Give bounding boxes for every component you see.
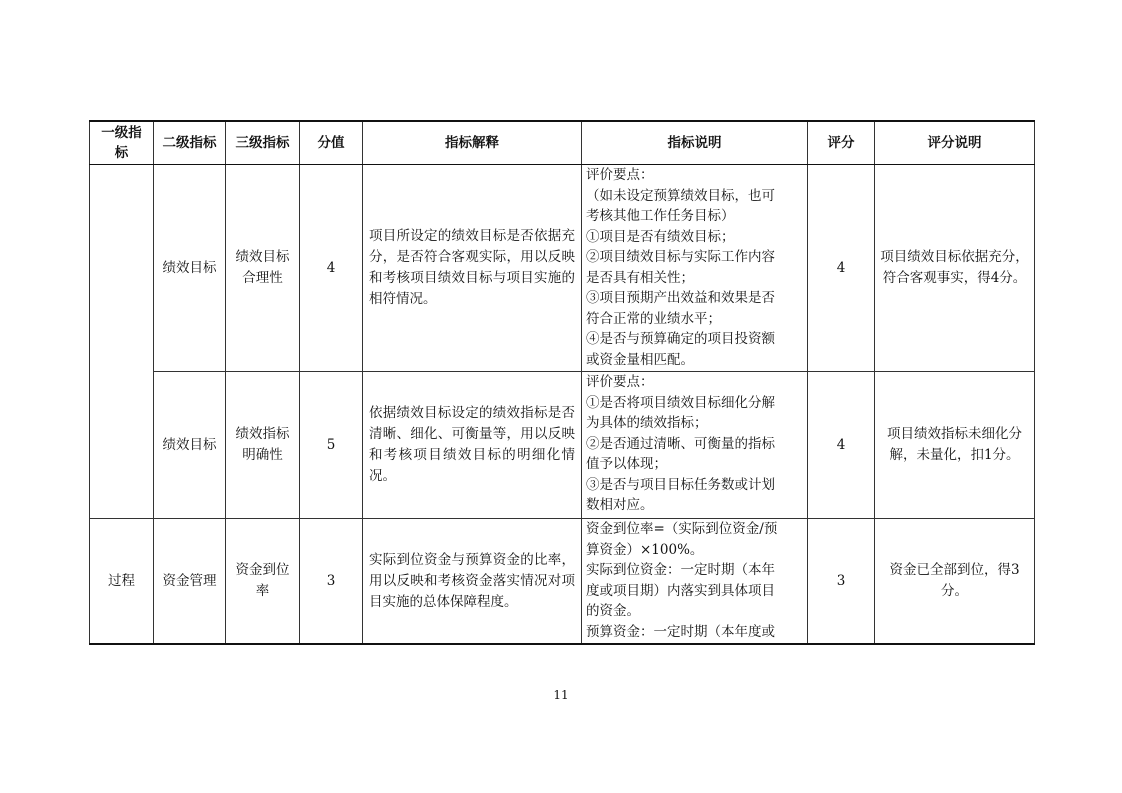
description-line: 评价要点： [586, 374, 654, 390]
cell-score-value: 5 [300, 372, 363, 519]
cell-explanation: 项目所设定的绩效目标是否依据充分，是否符合客观实际，用以反映和考核项目绩效目标与项目实施的相符情况。 [363, 165, 582, 372]
header-score-value: 分值 [300, 121, 363, 165]
header-level3: 三级指标 [226, 121, 300, 165]
cell-score: 3 [808, 519, 875, 645]
cell-level2: 资金管理 [154, 519, 226, 645]
description-line: 符合正常的业绩水平； [586, 310, 721, 327]
cell-score-note: 项目绩效目标依据充分，符合客观事实，得4分。 [875, 165, 1035, 372]
cell-score: 4 [808, 165, 875, 372]
header-description: 指标说明 [582, 121, 808, 165]
description-line: （如未设定预算绩效目标，也可 [586, 187, 775, 204]
cell-explanation: 依据绩效目标设定的绩效指标是否清晰、细化、可衡量等，用以反映和考核项目绩效目标的明细化情况。 [363, 372, 582, 519]
cell-description [582, 372, 808, 519]
description-line: 算资金）×100%。 [586, 541, 704, 558]
description-line: 或资金量相匹配。 [586, 351, 694, 368]
cell-description [582, 165, 808, 372]
evaluation-table [89, 120, 1035, 645]
description-line: 预算资金：一定时期（本年度或 [586, 623, 775, 640]
description-line: ③项目预期产出效益和效果是否 [586, 290, 775, 306]
table-row [90, 372, 1035, 519]
table-header-row [90, 121, 1035, 165]
cell-level3: 绩效目标合理性 [226, 165, 300, 372]
header-explanation: 指标解释 [363, 121, 582, 165]
description-line: ④是否与预算确定的项目投资额 [586, 331, 775, 347]
cell-score-value: 4 [300, 165, 363, 372]
description-line: ②项目绩效目标与实际工作内容 [586, 249, 775, 265]
cell-level1 [90, 372, 154, 519]
description-line: 考核其他工作任务目标） [586, 208, 735, 224]
cell-score: 4 [808, 372, 875, 519]
cell-level1 [90, 165, 154, 372]
cell-level1: 过程 [90, 519, 154, 645]
cell-explanation: 实际到位资金与预算资金的比率，用以反映和考核资金落实情况对项目实施的总体保障程度。 [363, 519, 582, 645]
header-score: 评分 [808, 121, 875, 165]
description-line: 值予以体现； [586, 456, 667, 472]
cell-level2: 绩效目标 [154, 165, 226, 372]
cell-level2: 绩效目标 [154, 372, 226, 519]
description-line: 为具体的绩效指标； [586, 415, 708, 431]
description-line: 实际到位资金：一定时期（本年 [586, 562, 775, 578]
description-line: 资金到位率=（实际到位资金/预 [586, 521, 778, 537]
page-number: 11 [553, 688, 569, 702]
description-line: 数相对应。 [586, 497, 654, 513]
cell-level3: 绩效指标明确性 [226, 372, 300, 519]
description-line: 的资金。 [586, 603, 640, 619]
header-level1: 一级指标 [90, 121, 154, 165]
description-line: ①是否将项目绩效目标细化分解 [586, 394, 775, 411]
header-score-note: 评分说明 [875, 121, 1035, 165]
cell-score-note: 项目绩效指标未细化分解，未量化，扣1分。 [875, 372, 1035, 519]
table-row [90, 165, 1035, 372]
cell-description [582, 519, 808, 645]
description-line: 度或项目期）内落实到具体项目 [586, 582, 775, 599]
description-line: 是否具有相关性； [586, 269, 694, 286]
table-row [90, 519, 1035, 645]
header-level2: 二级指标 [154, 121, 226, 165]
cell-level3: 资金到位率 [226, 519, 300, 645]
cell-score-note: 资金已全部到位，得3分。 [875, 519, 1035, 645]
description-line: ①项目是否有绩效目标； [586, 228, 735, 245]
cell-score-value: 3 [300, 519, 363, 645]
description-line: ②是否通过清晰、可衡量的指标 [586, 435, 775, 452]
description-line: 评价要点： [586, 167, 654, 183]
description-line: ③是否与项目目标任务数或计划 [586, 476, 775, 493]
